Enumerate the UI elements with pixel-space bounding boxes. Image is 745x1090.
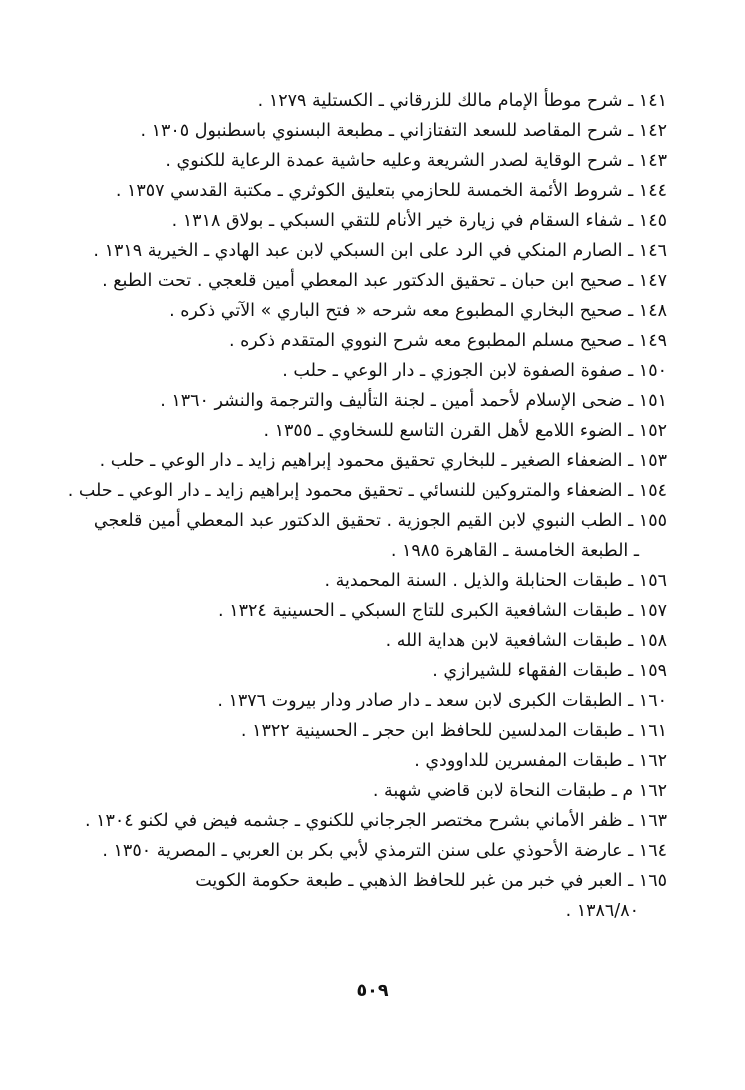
bibliography-list [67,86,667,926]
bibliography-entry: ١٤١ ـ شرح موطأ الإمام مالك للزرقاني ـ الكستلية ١٢٧٩ . [257,91,667,111]
bibliography-entry: ١٦٤ ـ عارضة الأحوذي على سنن الترمذي لأبي بكر بن العربي ـ المصرية ١٣٥٠ . [102,841,667,861]
bibliography-entry: ١٦٢ م ـ طبقات النحاة لابن قاضي شهبة . [372,781,667,801]
bibliography-entry: ١٥١ ـ ضحى الإسلام لأحمد أمين ـ لجنة التأليف والترجمة والنشر ١٣٦٠ . [160,391,667,411]
bibliography-entry: ١٦٠ ـ الطبقات الكبرى لابن سعد ـ دار صادر ودار بيروت ١٣٧٦ . [217,691,667,711]
bibliography-entry: ١٥٨ ـ طبقات الشافعية لابن هداية الله . [385,631,667,651]
bibliography-entry: ١٥٣ ـ الضعفاء الصغير ـ للبخاري تحقيق محمود إبراهيم زايد ـ دار الوعي ـ حلب . [99,451,667,471]
bibliography-entry: ١٤٢ ـ شرح المقاصد للسعد التفتازاني ـ مطبعة البسنوي باسطنبول ١٣٠٥ . [140,121,667,141]
bibliography-entry: ١٤٩ ـ صحيح مسلم المطبوع معه شرح النووي المتقدم ذكره . [228,331,667,351]
bibliography-entry-continuation: ـ الطبعة الخامسة ـ القاهرة ١٩٨٥ . [390,541,639,561]
bibliography-entry: ١٥٦ ـ طبقات الحنابلة والذيل . السنة المحمدية . [324,571,667,591]
bibliography-entry: ١٦٢ ـ طبقات المفسرين للداوودي . [414,751,667,771]
bibliography-entry: ١٤٨ ـ صحيح البخاري المطبوع معه شرحه « فتح الباري » الآتي ذكره . [169,301,667,321]
bibliography-entry-continuation: ١٣٨٦/٨٠ . [565,901,639,921]
bibliography-entry: ١٦٥ ـ العبر في خبر من غبر للحافظ الذهبي ـ طبعة حكومة الكويت [195,871,667,891]
bibliography-entry: ١٤٧ ـ صحيح ابن حبان ـ تحقيق الدكتور عبد المعطي أمين قلعجي . تحت الطبع . [102,271,667,291]
bibliography-entry: ١٤٣ ـ شرح الوقاية لصدر الشريعة وعليه حاشية عمدة الرعاية للكنوي . [165,151,667,171]
bibliography-entry: ١٤٦ ـ الصارم المنكي في الرد على ابن السبكي لابن عبد الهادي ـ الخيرية ١٣١٩ . [93,241,667,261]
bibliography-entry: ١٤٤ ـ شروط الأئمة الخمسة للحازمي بتعليق الكوثري ـ مكتبة القدسي ١٣٥٧ . [115,181,667,201]
bibliography-entry: ١٦١ ـ طبقات المدلسين للحافظ ابن حجر ـ الحسينية ١٣٢٢ . [240,721,667,741]
page-number: ٥٠٩ [356,981,389,1001]
bibliography-entry: ١٥٤ ـ الضعفاء والمتروكين للنسائي ـ تحقيق محمود إبراهيم زايد ـ دار الوعي ـ حلب . [67,481,667,501]
bibliography-entry: ١٥٧ ـ طبقات الشافعية الكبرى للتاج السبكي ـ الحسينية ١٣٢٤ . [218,601,667,621]
bibliography-entry: ١٥٠ ـ صفوة الصفوة لابن الجوزي ـ دار الوعي ـ حلب . [282,361,667,381]
bibliography-entry: ١٦٣ ـ ظفر الأماني بشرح مختصر الجرجاني للكنوي ـ جشمه فيض في لكنو ١٣٠٤ . [84,811,667,831]
bibliography-entry: ١٥٢ ـ الضوء اللامع لأهل القرن التاسع للسخاوي ـ ١٣٥٥ . [263,421,667,441]
bibliography-entry: ١٥٩ ـ طبقات الفقهاء للشيرازي . [432,661,667,681]
bibliography-entry: ١٤٥ ـ شفاء السقام في زيارة خير الأنام للتقي السبكي ـ بولاق ١٣١٨ . [171,211,667,231]
bibliography-entry: ١٥٥ ـ الطب النبوي لابن القيم الجوزية . تحقيق الدكتور عبد المعطي أمين قلعجي [93,511,667,531]
